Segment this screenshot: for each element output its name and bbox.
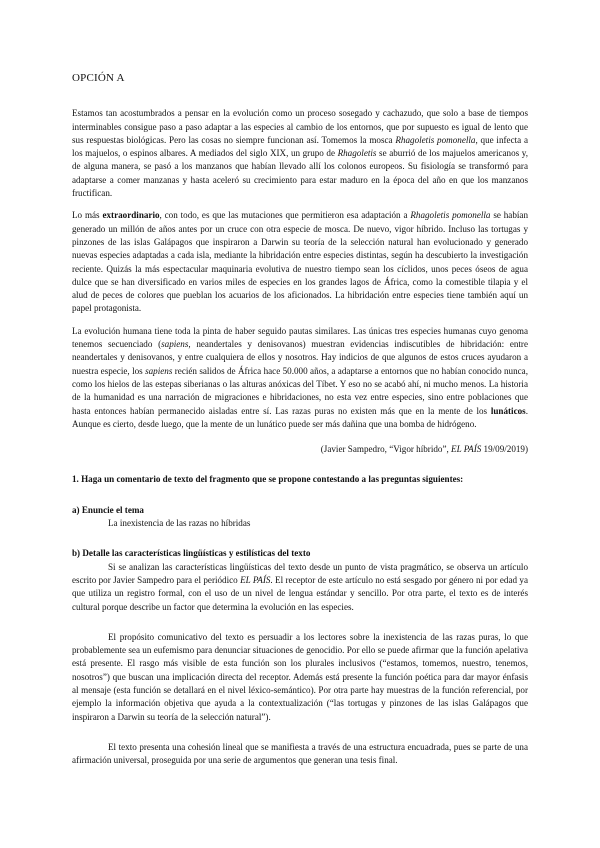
text-run: , con todo, es que las mutaciones que permitieron esa adaptación a <box>159 210 411 221</box>
italic-term: sapiens <box>161 339 189 350</box>
text-run: , que infecta a los majuelos, o espinos albares. A mediados del siglo XIX, un grupo de <box>72 134 528 159</box>
body-paragraph-1 <box>72 107 528 200</box>
text-run: se habían generado un millón de años antes por un cruce con otra especie de mosca. De nuevo, vigor híbrido. Incluso las tortugas y pinzones de las islas Galápagos que inspiraron a Darwin su teoría de la selección natural han evolucionado y generado nuevas especies adaptadas a cada isla, mediante la hibridación entre especies distintas, según ha descubierto la investigación reciente. Quizás la más espectacular maquinaria evolutiva de nuestro tiempo sean los cíclidos, unos peces óseos de agua dulce que se han diversificado en varios miles de especies en los grandes lagos de África, como la comestible tilapia y el alud de peces de colores que pueblan los acuarios de los aficionados. La hibridación entre especies tiene también aquí un papel protagonista. <box>72 210 528 314</box>
text-run: , neandertales y denisovanos) muestran evidencias indiscutibles de hibridación: entre neandertales y denisovanos, y entre cualquiera de ellos y nosotros. Hay indicios de que algunos de estos cruces ayudaron a nuestra especie, los <box>72 339 528 376</box>
text-run: . Aunque es cierto, desde luego, que la mente de un lunático puede ser más dañina que una bomba de hidrógeno. <box>72 405 528 429</box>
text-run: . El receptor de este artículo no está sesgado por género ni por edad ya que utiliza un registro formal, con el uso de un nivel de lengua estándar y sencillo. Por otra parte, el texto es de interés cultural porque describe un factor que determina la evolución en las especies. <box>72 574 529 612</box>
bold-term: extraordinario <box>102 210 160 221</box>
exam-question-text: 1. Haga un comentario de texto del fragmento que se propone contestando a las preguntas siguientes: <box>72 474 464 485</box>
citation-newspaper: EL PAÍS <box>451 444 482 455</box>
section-b-paragraph-2: El propósito comunicativo del texto es persuadir a los lectores sobre la inexistencia de las razas puras, lo que probablemente sea un eufemismo para denunciar situaciones de genocidio. Por ello se puede afirmar que la función apelativa está presente. El rasgo más visible de esta función son los plurales inclusivos (“estamos, tomemos, nuestro, tenemos, nosotros”) que buscan una implicación directa del receptor. Además está presente la función poética para dar mayor énfasis al mensaje (esta función se detallará en el nivel léxico-semántico). Por otra parte hay muestras de la función referencial, por ejemplo la información objetiva que ayuda a la contextualización (“las tortugas y pinzones de las islas Galápagos que inspiraron a Darwin su teoría de la selección natural”). <box>72 631 528 722</box>
text-run: Si se analizan las características lingüísticas del texto desde un punto de vista pragmático, se observa un artículo escrito por Javier Sampedro para el periódico <box>72 561 528 585</box>
text-run: La evolución humana tiene toda la pinta de haber seguido pautas similares. Las únicas tres especies humanas cuyo genoma tenemos secuenciado ( <box>72 325 528 350</box>
citation-text: (Javier Sampedro, “Vigor híbrido”, <box>320 444 452 455</box>
text-run: se aburrió de los majuelos americanos y, de alguna manera, se pasó a los manzanos que habían llevado allí los colonos europeos. Su fisiología se transformó para adaptarse a comer manzanas y hasta aceleró su crecimiento para estar maduro en la época del año en que los manzanos fructifican. <box>72 148 528 199</box>
body-paragraph-3 <box>72 325 528 431</box>
body-paragraph-2 <box>72 209 528 315</box>
citation-date: 19/09/2019) <box>481 444 528 455</box>
text-run: recién salidos de África hace 50.000 años, a adaptarse a entornos que no habían conocido nunca, como los hielos de las estepas siberianas o las alturas anóxicas del Tíbet. Y eso no se acabó ahí, ni mucho menos. La historia de la humanidad es una narración de migraciones e hibridaciones, no esta vez entre especies, sino entre poblaciones que hasta entonces habían permanecido aisladas entre sí. Las razas puras no existen más que en la mente de los <box>72 365 528 416</box>
section-b-heading: b) Detalle las características lingüísticas y estilísticas del texto <box>72 548 311 559</box>
section-b-paragraph-1 <box>72 561 528 614</box>
citation <box>72 443 528 456</box>
page-title: OPCIÓN A <box>72 72 125 84</box>
italic-term: Rhagoletis <box>337 148 377 159</box>
bold-term: lunáticos <box>490 405 526 416</box>
italic-term: sapiens <box>145 365 173 376</box>
section-a-heading: a) Enuncie el tema <box>72 504 144 515</box>
section-b-paragraph-3: El texto presenta una cohesión lineal que se manifiesta a través de una estructura encuadrada, pues se parte de una afirmación universal, proseguida por una serie de argumentos que generan una tesis final. <box>72 741 528 766</box>
section-a-answer: La inexistencia de las razas no híbridas <box>108 518 251 529</box>
italic-term: Rhagoletis pomonella <box>410 210 491 221</box>
exam-question <box>72 473 528 486</box>
text-run: Lo más <box>72 210 103 221</box>
italic-term: EL PAÍS <box>240 574 271 585</box>
text-run: Estamos tan acostumbrados a pensar en la evolución como un proceso sosegado y cachazudo, que solo a base de tiempos interminables consigue paso a paso adaptar a las especies al cambio de los entornos, que por supuesto es igual de lento que sus respuestas biológicas. Pero las cosas no siempre funcionan así. Tomemos la mosca <box>72 108 528 145</box>
italic-term: Rhagoletis pomonella <box>395 134 476 145</box>
